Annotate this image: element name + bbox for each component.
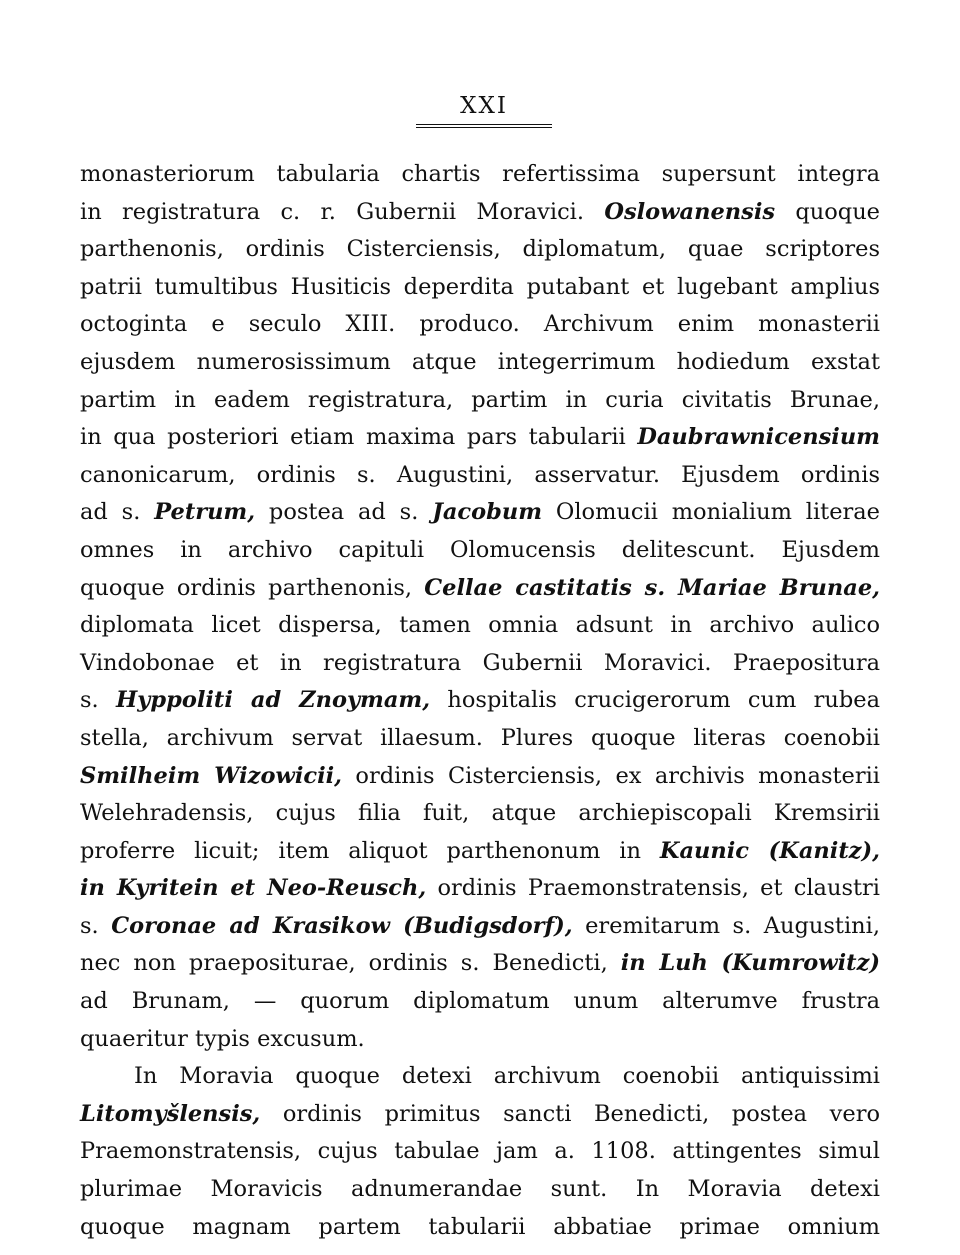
text-segment: in registratura c. r. Gubernii Moravici. [80,198,605,225]
italic-text-segment: Litomyšlensis, [80,1100,261,1127]
text-segment: s. [80,912,112,939]
text-line [80,1171,880,1209]
text-segment: diplomata licet dispersa, tamen omnia adsunt in archivo aulico [80,612,880,639]
text-segment: in qua posteriori etiam maxima pars tabularii [80,424,638,451]
italic-text-segment: in Luh (Kumrowitz) [620,950,880,977]
body-text [80,156,880,1246]
header-rule [416,124,552,125]
italic-text-segment: in Kyritein et Neo-Reusch, [80,875,427,902]
text-segment: s. [80,687,117,714]
italic-text-segment: Daubrawnicensium [637,424,880,451]
text-line [80,269,880,307]
italic-text-segment: Oslowanensis [604,198,776,225]
text-line [80,833,880,871]
italic-text-segment: Cellae castitatis s. Mariae Brunae, [424,574,880,601]
header-rule-double [416,127,552,128]
text-line [80,1058,880,1096]
text-segment: proferre licuit; item aliquot parthenonum in [80,837,660,864]
text-segment: ad Brunam, — quorum diplomatum unum alterumve frustra [80,988,880,1015]
text-segment: nec non praepositurae, ordinis s. Benedicti, [80,950,621,977]
text-line [80,382,880,420]
text-segment: octoginta e seculo XIII. produco. Archivum enim monasterii [80,311,880,338]
text-line [80,945,880,983]
text-line [80,457,880,495]
text-line [80,194,880,232]
italic-text-segment: Hyppoliti ad Znoymam, [116,687,431,714]
text-segment: postea ad s. [255,499,433,526]
text-line [80,682,880,720]
text-line [80,156,880,194]
text-segment: patrii tumultibus Husiticis deperdita putabant et lugebant amplius [80,273,880,300]
text-line [80,231,880,269]
text-line [80,419,880,457]
text-line [80,870,880,908]
text-segment: ordinis Cisterciensis, ex archivis monasterii [342,762,880,789]
text-line [80,758,880,796]
text-line [80,1021,880,1059]
text-line [80,532,880,570]
text-line [80,344,880,382]
text-line [80,1096,880,1134]
text-segment: In Moravia quoque detexi archivum coenobii antiquissimi [134,1063,880,1090]
text-segment: ejusdem numerosissimum atque integerrimum hodiedum exstat [80,348,880,375]
text-line [80,795,880,833]
text-segment: stella, archivum servat illaesum. Plures quoque literas coenobii [80,724,880,751]
text-line [80,645,880,683]
text-line [80,983,880,1021]
text-segment: partim in eadem registratura, partim in curia civitatis Brunae, [80,386,880,413]
italic-text-segment: Jacobum [432,499,543,526]
text-line [80,607,880,645]
text-segment: ordinis primitus sancti Benedicti, postea vero [260,1100,880,1127]
text-segment: plurimae Moravicis adnumerandae sunt. In Moravia detexi [80,1176,880,1203]
italic-text-segment: Coronae ad Krasikow (Budigsdorf), [111,912,573,939]
text-segment: quoque [775,198,880,225]
text-segment: Welehradensis, cujus filia fuit, atque archiepiscopali Kremsirii [80,800,880,827]
text-segment: Olomucii monialium literae [542,499,880,526]
text-segment: canonicarum, ordinis s. Augustini, asservatur. Ejusdem ordinis [80,461,880,488]
text-line [80,908,880,946]
text-segment: parthenonis, ordinis Cisterciensis, diplomatum, quae scriptores [80,236,880,263]
text-segment: quaeritur typis excusum. [80,1025,365,1052]
text-segment: ad s. [80,499,155,526]
text-line [80,570,880,608]
italic-text-segment: Smilheim Wizowicii, [80,762,343,789]
italic-text-segment: Kaunic (Kanitz), [659,837,880,864]
page-header [416,92,552,128]
italic-text-segment: Petrum, [154,499,256,526]
text-segment: quoque ordinis parthenonis, [80,574,425,601]
text-segment: Vindobonae et in registratura Gubernii Moravici. Praepositura [80,649,880,676]
text-segment: omnes in archivo capituli Olomucensis delitescunt. Ejusdem [80,536,880,563]
page-number: XXI [460,93,508,119]
text-segment: hospitalis crucigerorum cum rubea [430,687,880,714]
text-segment: eremitarum s. Augustini, [572,912,880,939]
text-line [80,1209,880,1247]
text-line [80,306,880,344]
text-segment: quoque magnam partem tabularii abbatiae primae omnium [80,1213,880,1240]
text-segment: Praemonstratensis, cujus tabulae jam a. 1108. attingentes simul [80,1138,880,1165]
text-segment: ordinis Praemonstratensis, et claustri [426,875,880,902]
text-segment: monasteriorum tabularia chartis refertissima supersunt integra [80,161,880,187]
text-line [80,494,880,532]
text-line [80,720,880,758]
text-line [80,1133,880,1171]
